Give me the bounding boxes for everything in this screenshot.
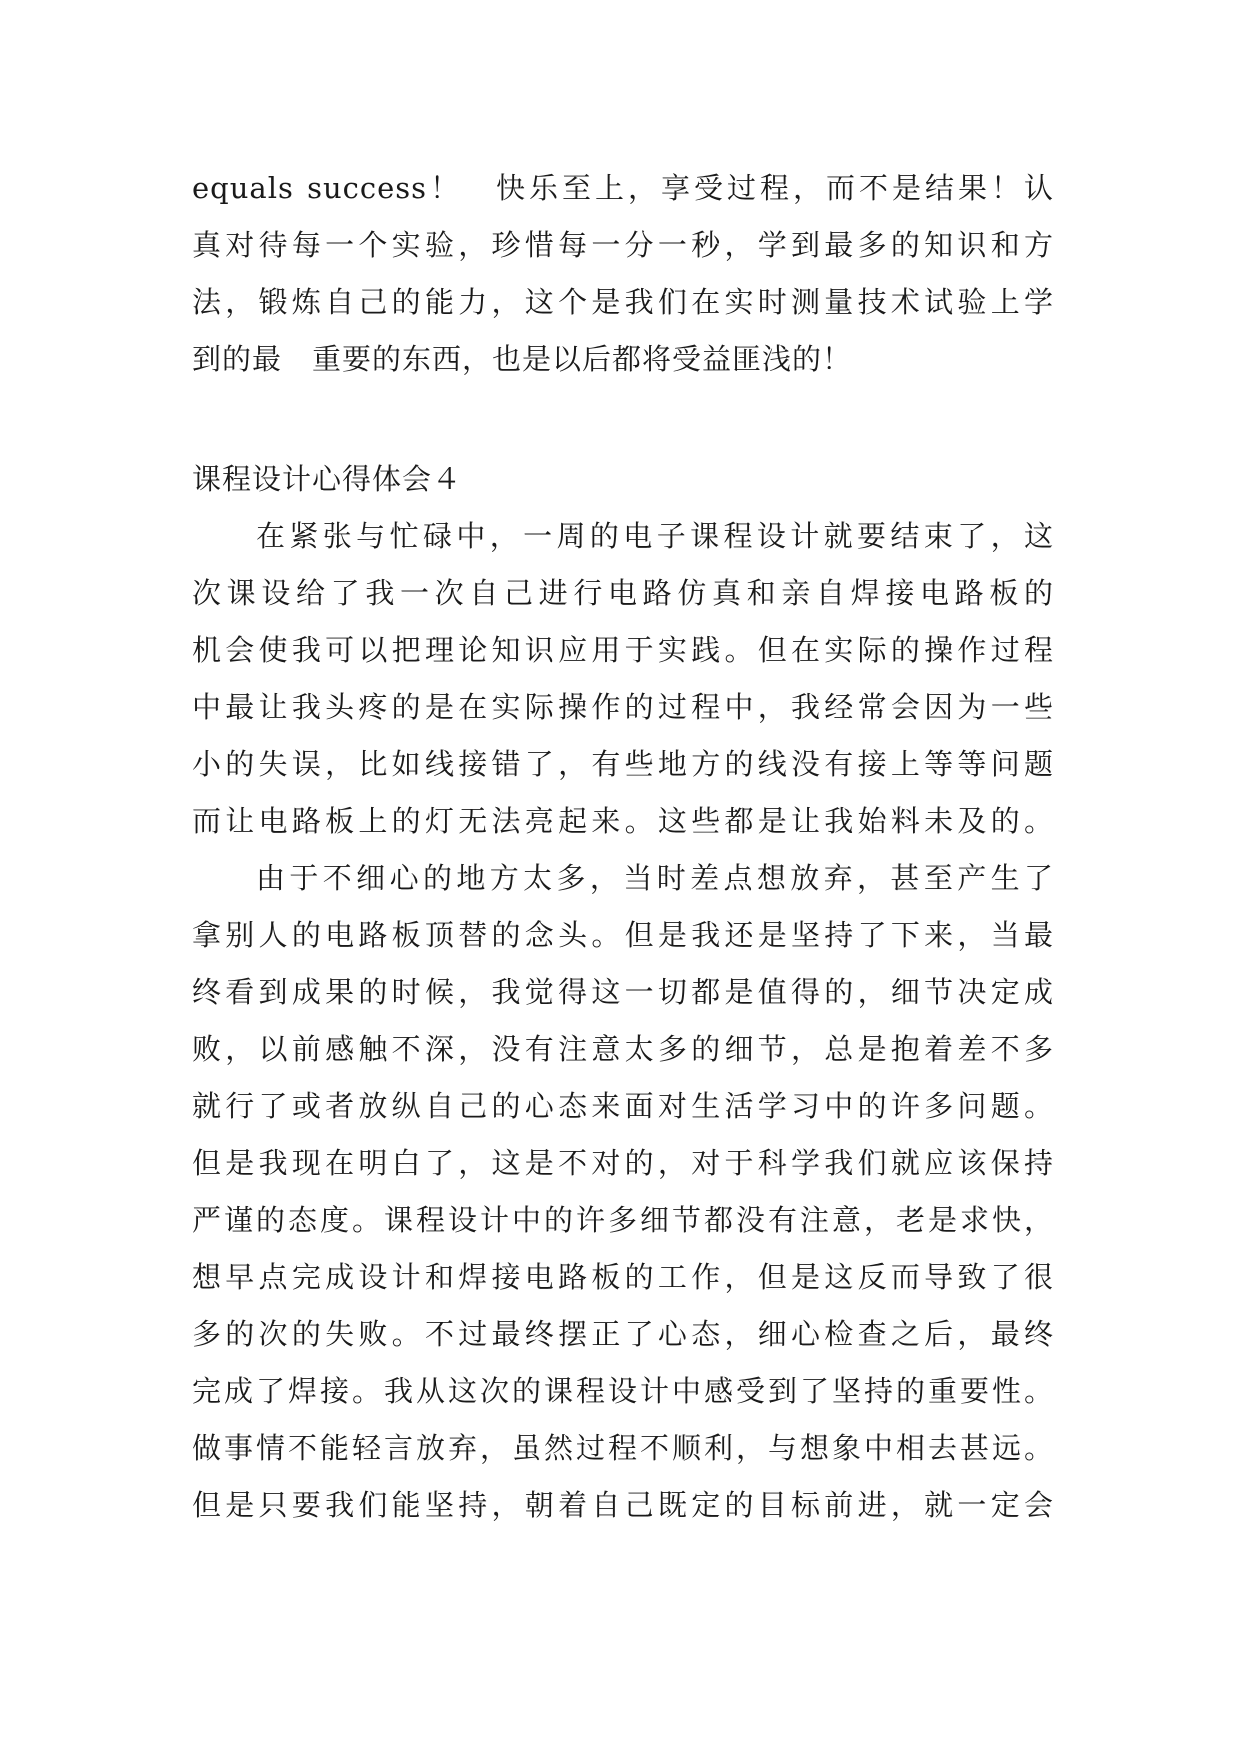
text-line: 中最让我头疼的是在实际操作的过程中，我经常会因为一些 (192, 690, 1054, 724)
text-line: 由于不细心的地方太多，当时差点想放弃，甚至产生了 (256, 861, 1054, 895)
text-line: equals success！ 快乐至上，享受过程，而不是结果！认 (192, 171, 1054, 205)
section-body (192, 508, 1054, 1534)
text-line: 就行了或者放纵自己的心态来面对生活学习中的许多问题。 (192, 1089, 1054, 1123)
text-line: 完成了焊接。我从这次的课程设计中感受到了坚持的重要性。 (192, 1374, 1054, 1408)
paragraph-continuation (192, 160, 1054, 388)
text-line: 到的最 重要的东西，也是以后都将受益匪浅的！ (192, 342, 853, 376)
text-line: 法，锻炼自己的能力，这个是我们在实时测量技术试验上学 (192, 285, 1054, 319)
text-line: 在紧张与忙碌中，一周的电子课程设计就要结束了，这 (256, 519, 1054, 553)
text-line: 严谨的态度。课程设计中的许多细节都没有注意，老是求快， (192, 1203, 1054, 1237)
text-line: 次课设给了我一次自己进行电路仿真和亲自焊接电路板的 (192, 576, 1054, 610)
text-line: 做事情不能轻言放弃，虽然过程不顺利，与想象中相去甚远。 (192, 1431, 1054, 1465)
text-line: 终看到成果的时候，我觉得这一切都是值得的，细节决定成 (192, 975, 1054, 1009)
text-line: 想早点完成设计和焊接电路板的工作，但是这反而导致了很 (192, 1260, 1054, 1294)
text-line: 多的次的失败。不过最终摆正了心态，细心检查之后，最终 (192, 1317, 1054, 1351)
text-line: 小的失误，比如线接错了，有些地方的线没有接上等等问题 (192, 747, 1054, 781)
text-line: 真对待每一个实验，珍惜每一分一秒，学到最多的知识和方 (192, 228, 1054, 262)
text-line: 而让电路板上的灯无法亮起来。这些都是让我始料未及的。 (192, 804, 1054, 838)
text-line: 但是我现在明白了，这是不对的，对于科学我们就应该保持 (192, 1146, 1054, 1180)
text-line: 拿别人的电路板顶替的念头。但是我还是坚持了下来，当最 (192, 918, 1054, 952)
section-heading: 课程设计心得体会４ (192, 462, 463, 496)
text-line: 但是只要我们能坚持，朝着自己既定的目标前进，就一定会 (192, 1488, 1054, 1522)
text-line: 机会使我可以把理论知识应用于实践。但在实际的操作过程 (192, 633, 1054, 667)
text-line: 败，以前感触不深，没有注意太多的细节，总是抱着差不多 (192, 1032, 1054, 1066)
